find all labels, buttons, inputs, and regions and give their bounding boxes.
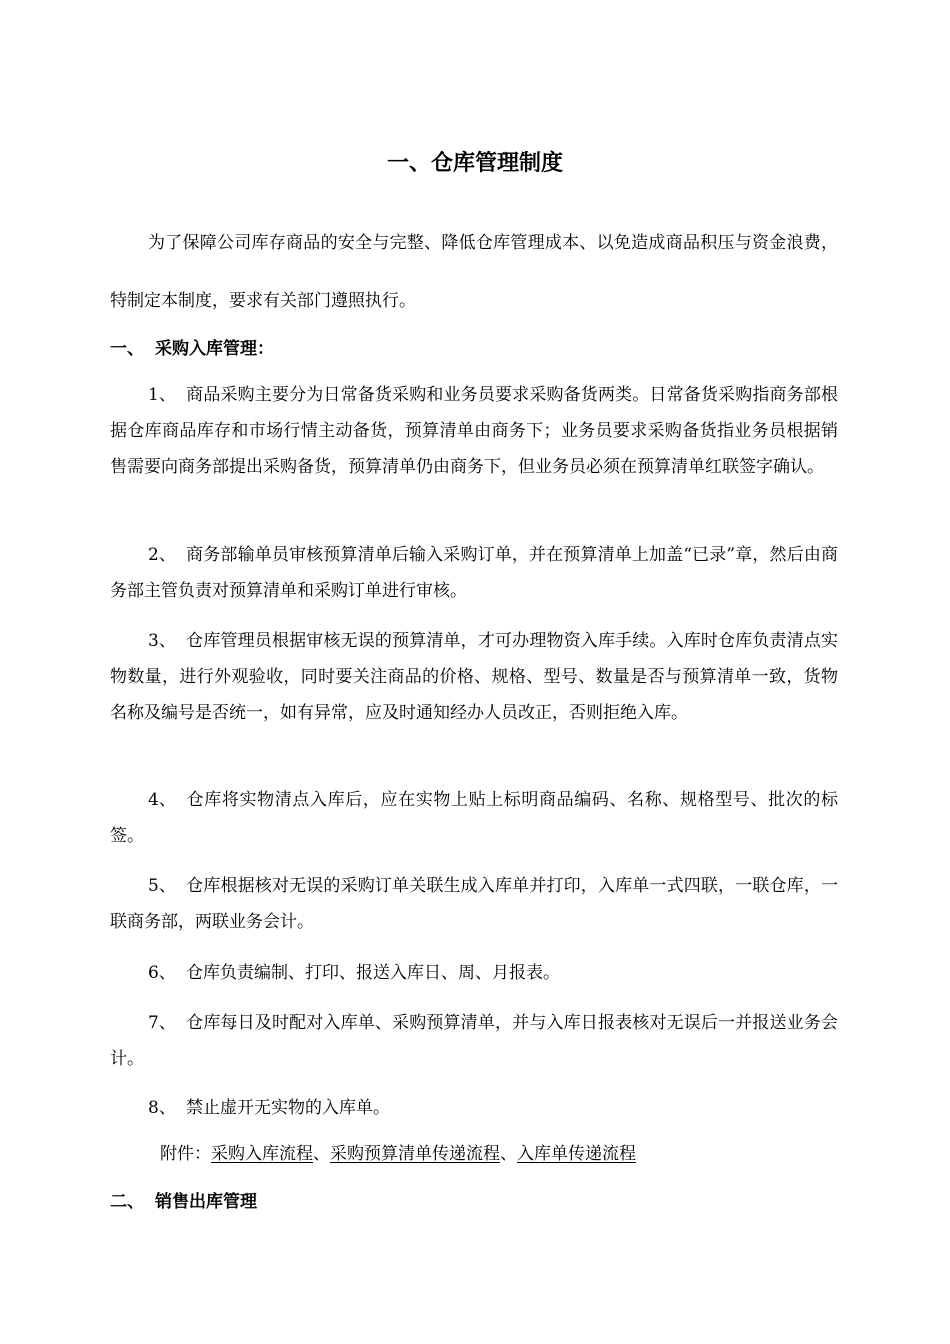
item-text: 仓库根据核对无误的采购订单关联生成入库单并打印，入库单一式四联，一联仓库，一联商务部，两联业务会计。 [110, 876, 838, 932]
item-text: 仓库管理员根据审核无误的预算清单，才可办理物资入库手续。入库时仓库负责清点实物数量，进行外观验收，同时要关注商品的价格、规格、型号、数量是否与预算清单一致，货物名称及编号是否统一，如有异常，应及时通知经办人员改正，否则拒绝入库。 [110, 631, 838, 723]
list-item [110, 1090, 838, 1126]
section-title: 销售出库管理 [155, 1192, 257, 1212]
item-text: 禁止虚开无实物的入库单。 [186, 1098, 390, 1118]
attachment-link-inbound-slip-flow[interactable]: 入库单传递流程 [517, 1144, 636, 1164]
attachment-label: 附件： [160, 1144, 211, 1164]
section-heading-1 [110, 337, 274, 361]
list-item [110, 1005, 838, 1077]
section-number: 二、 [110, 1192, 144, 1212]
attachment-link-purchase-inbound-flow[interactable]: 采购入库流程 [211, 1144, 313, 1164]
attachment-link-budget-list-flow[interactable]: 采购预算清单传递流程 [330, 1144, 500, 1164]
item-number: 7、 [148, 1013, 176, 1033]
item-number: 4、 [148, 790, 176, 810]
item-number: 1、 [148, 385, 176, 405]
item-number: 3、 [148, 631, 176, 651]
attachment-separator: 、 [313, 1144, 330, 1164]
section-number: 一、 [110, 339, 144, 359]
section-title: 采购入库管理： [155, 339, 274, 359]
item-number: 8、 [148, 1098, 176, 1118]
intro-paragraph: 为了保障公司库存商品的安全与完整、降低仓库管理成本、以免造成商品积压与资金浪费，特制定本制度，要求有关部门遵照执行。 [110, 233, 838, 311]
attachment-separator: 、 [500, 1144, 517, 1164]
section-heading-2 [110, 1190, 257, 1214]
attachment-line [160, 1142, 636, 1166]
list-item [110, 782, 838, 854]
item-text: 商品采购主要分为日常备货采购和业务员要求采购备货两类。日常备货采购指商务部根据仓库商品库存和市场行情主动备货，预算清单由商务下；业务员要求采购备货指业务员根据销售需要向商务部提出采购备货，预算清单仍由商务下，但业务员必须在预算清单红联签字确认。 [110, 385, 838, 477]
item-number: 5、 [148, 876, 176, 896]
item-number: 2、 [148, 545, 176, 565]
list-item [110, 377, 838, 485]
item-text: 仓库将实物清点入库后，应在实物上贴上标明商品编码、名称、规格型号、批次的标签。 [110, 790, 838, 846]
list-item [110, 537, 838, 609]
list-item [110, 955, 838, 991]
item-text: 仓库每日及时配对入库单、采购预算清单，并与入库日报表核对无误后一并报送业务会计。 [110, 1013, 838, 1069]
item-number: 6、 [148, 963, 176, 983]
item-text: 商务部输单员审核预算清单后输入采购订单，并在预算清单上加盖“已录”章，然后由商务部主管负责对预算清单和采购订单进行审核。 [110, 545, 838, 601]
item-text: 仓库负责编制、打印、报送入库日、周、月报表。 [186, 963, 560, 983]
list-item [110, 868, 838, 940]
page-title: 一、仓库管理制度 [386, 151, 563, 176]
list-item [110, 623, 838, 731]
